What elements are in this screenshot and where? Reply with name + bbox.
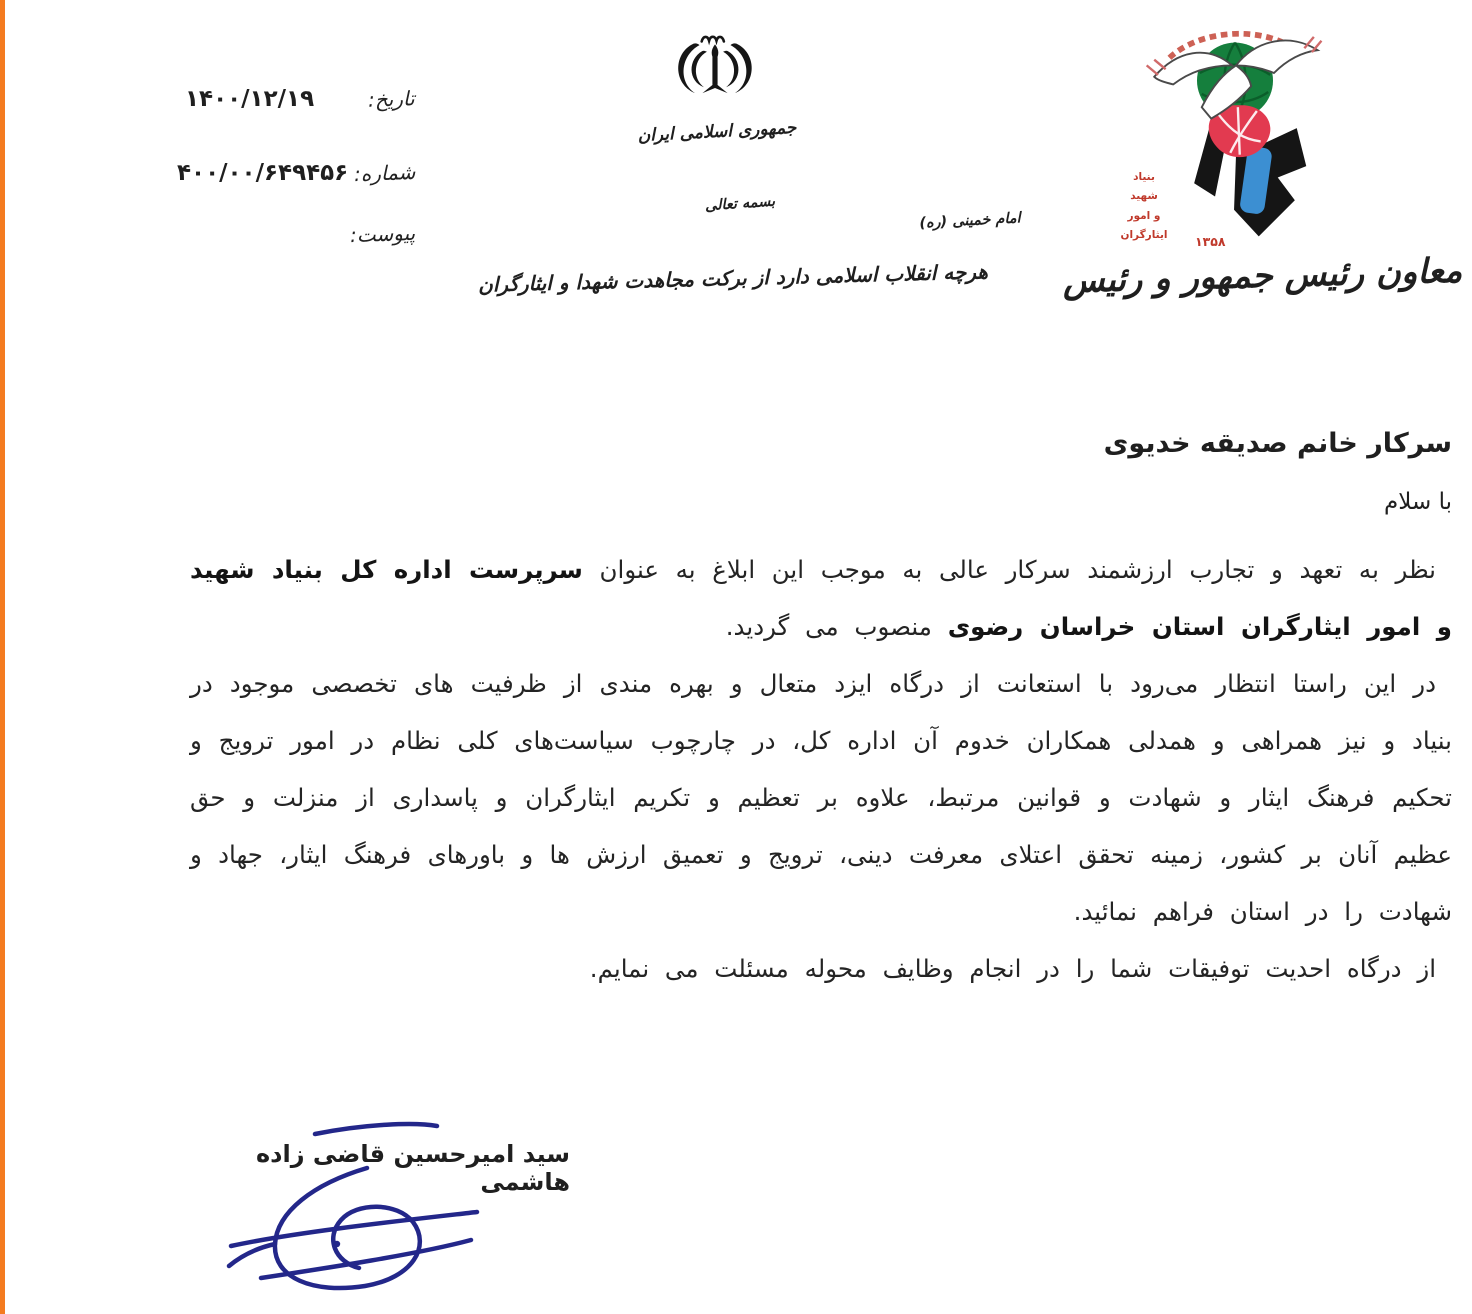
besmele: بسمه تعالی (704, 193, 776, 215)
paragraph1-part2: منصوب می گردید. (725, 612, 948, 641)
quote-attribution: امام خمینی (ره) (918, 210, 1022, 232)
logo-org-line3: و امور ایثارگران (1120, 209, 1168, 242)
number-label: شماره: (353, 159, 416, 187)
imam-quote: هرچه انقلاب اسلامی دارد از برکت مجاهدت شهدا و ایثارگران (477, 259, 989, 297)
logo-year: ۱۳۵۸ (1195, 234, 1226, 249)
paragraph1-part1: نظر به تعهد و تجارب ارزشمند سرکار عالی به موجب این ابلاغ به عنوان (582, 555, 1436, 584)
signer-name: سید امیرحسین قاضی زاده هاشمی (256, 1140, 570, 1196)
meta-date-row (185, 86, 415, 112)
logo-org-line1: بنیاد (1133, 171, 1155, 183)
paragraph-expectations: در این راستا انتظار می‌رود با استعانت از درگاه ایزد متعال و بهره مندی از ظرفیت های تخصصی موجود در بنیاد و نیز همراهی و همدلی همکاران خدوم آن اداره کل، در چارچوب سیاست‌های کلی نظام در امور ترویج و تحکیم فرهنگ ایثار و شهادت و قوانین مرتبط، علاوه بر تعظیم و تکریم ایثارگران و پاسداری از منزلت و حق عظیم آنان بر کشور، زمینه تحقق اعتلای معرفت دینی، ترویج و تعمیق ارزش ها و باورهای فرهنگ ایثار، جهاد و شهادت را در استان فراهم نمائید. (190, 669, 1452, 926)
logo-org-text (1107, 168, 1181, 246)
paragraph-appointment (190, 541, 1452, 655)
attachment-label: پیوست: (349, 220, 416, 248)
letter-body (190, 428, 1452, 997)
salutation: با سلام (1384, 489, 1452, 515)
paragraph1-bold-title: سرپرست اداره کل بنیاد شهید و امور ایثارگران استان خراسان رضوی (190, 555, 1452, 641)
logo-org-line2: شهید (1130, 190, 1158, 203)
bonyad-shahid-logo (1095, 16, 1345, 258)
addressee: سرکار خانم صدیقه خدیوی (1103, 428, 1452, 459)
date-value: ۱۴۰۰/۱۲/۱۹ (185, 86, 315, 112)
iran-emblem-icon (667, 22, 763, 120)
meta-number-row (177, 160, 415, 186)
date-label: تاریخ: (368, 86, 416, 112)
paragraph-closing: از درگاه احدیت توفیقات شما را در انجام وظایف محوله مسئلت می نمایم. (589, 954, 1436, 983)
number-value: ۴۰۰/۰۰/۶۴۹۴۵۶ (177, 160, 349, 186)
signer-title: معاون رئیس جمهور و رئیس (1062, 250, 1463, 302)
emblem-caption: جمهوری اسلامی ایران (637, 117, 797, 147)
meta-attachment-row (185, 222, 415, 246)
